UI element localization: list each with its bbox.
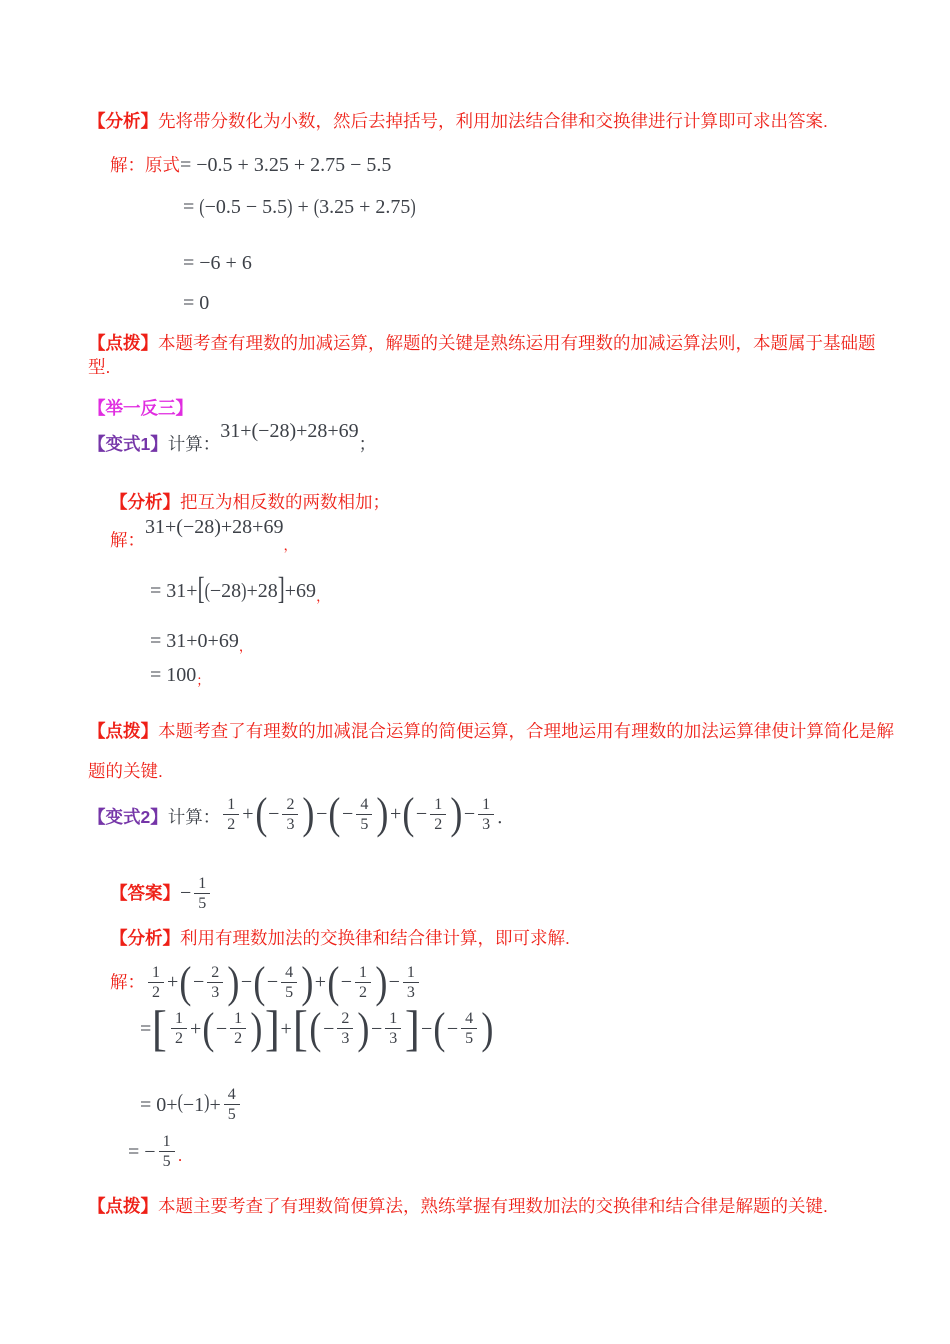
fraction (230, 1009, 246, 1048)
math-delimiter: ( (204, 579, 210, 603)
math-text: + (292, 195, 314, 218)
math-text: + (209, 1093, 221, 1116)
label-text: 计算： (167, 434, 221, 455)
math-delimiter: ( (253, 957, 266, 1007)
label-text: 【点拨】 (88, 1196, 158, 1217)
label-text: 【变式2】 (88, 807, 168, 828)
variant-2-answer (110, 874, 894, 913)
fraction-denominator: 5 (159, 1151, 175, 1171)
math-text: − (342, 803, 354, 826)
fraction-denominator: 3 (207, 982, 223, 1002)
math-delimiter: ) (375, 957, 388, 1007)
math-delimiter: ) (227, 957, 240, 1007)
label-text: 【分析】 (110, 927, 180, 948)
math-delimiter: ( (177, 1091, 183, 1115)
label-text: 【点拨】 (88, 332, 158, 353)
math-delimiter: ( (309, 1003, 322, 1053)
math-text: = 31+ (150, 579, 198, 602)
remark-2 (88, 712, 894, 792)
fraction-numerator: 4 (360, 795, 369, 813)
fraction-numerator: 2 (211, 963, 220, 981)
math-text: − (215, 1017, 228, 1040)
math-text: = −0.5 + 3.25 + 2.75 − 5.5 (180, 153, 392, 176)
label-text: 解：原式 (110, 154, 180, 175)
label-text: 【答案】 (110, 883, 180, 903)
label-text: 【分析】 (110, 492, 180, 513)
math-text: − (415, 803, 428, 826)
fraction-numerator: 4 (285, 963, 294, 981)
math-text: + (242, 803, 254, 826)
fraction (430, 795, 446, 834)
math-text: + (314, 971, 327, 994)
fraction (223, 795, 239, 834)
math-delimiter: ] (405, 1000, 421, 1057)
variant-1-step-3 (150, 628, 894, 654)
label-text: ， (316, 588, 330, 604)
fraction-numerator: 1 (227, 795, 236, 813)
math-text: + (189, 1017, 202, 1040)
math-delimiter: ) (250, 1003, 263, 1053)
label-text: 【举一反三】 (88, 398, 193, 419)
label-text: 利用有理数加法的交换律和结合律计算，即可求解. (180, 927, 570, 948)
math-text: − (420, 1017, 433, 1040)
fraction-denominator: 5 (461, 1028, 477, 1048)
fraction (385, 1009, 401, 1048)
fraction-numerator: 2 (341, 1010, 350, 1028)
fraction (356, 795, 372, 834)
fraction-numerator: 2 (286, 795, 295, 813)
fraction (281, 963, 297, 1002)
fraction-numerator: 1 (174, 1010, 183, 1028)
math-text: − (268, 803, 280, 826)
fraction-numerator: 1 (152, 963, 160, 981)
fraction (194, 874, 210, 913)
label-text: 解： (110, 972, 145, 993)
section-title-ju-yi-fan-san (88, 397, 894, 421)
math-delimiter: ( (313, 195, 320, 219)
math-delimiter: ) (241, 579, 247, 603)
math-text: − (463, 803, 476, 826)
math-text: = − (128, 1140, 156, 1163)
math-delimiter: ] (264, 1000, 280, 1057)
math-delimiter: ( (254, 789, 267, 839)
label-text: 【变式1】 (88, 434, 168, 455)
math-delimiter: ( (402, 789, 415, 839)
math-delimiter: ) (301, 957, 314, 1007)
fraction (159, 1132, 175, 1171)
fraction-denominator: 2 (355, 982, 371, 1002)
math-text: − (316, 803, 328, 826)
label-text: 计算： (167, 807, 221, 828)
math-delimiter: ( (199, 195, 205, 219)
variant-1-step-4 (150, 662, 894, 688)
label-text: 【点拨】 (88, 721, 159, 742)
variant-2-analysis (110, 927, 894, 951)
math-delimiter: ( (327, 957, 340, 1007)
math-delimiter: ( (433, 1003, 446, 1053)
math-text: 31+(−28)+28+69 (220, 420, 359, 443)
label-text: 本题考查有理数的加减运算，解题的关键是熟练运用有理数的加减运算法则，本题属于基础题型. (88, 332, 876, 377)
fraction-denominator: 2 (230, 1028, 246, 1048)
fraction (224, 1085, 240, 1124)
math-delimiter: ) (410, 195, 416, 219)
fraction-denominator: 2 (171, 1028, 187, 1048)
fraction-denominator: 2 (430, 814, 446, 834)
fraction-denominator: 2 (148, 982, 164, 1002)
fraction-numerator: 4 (465, 1010, 474, 1028)
variant-1-analysis (110, 491, 894, 515)
math-delimiter: ) (450, 789, 463, 839)
math-delimiter: ( (202, 1003, 215, 1053)
math-text: = 31+0+69 (150, 630, 239, 653)
math-text: − (371, 1017, 383, 1040)
fraction (461, 1009, 477, 1048)
label-text: ． (497, 807, 515, 828)
solution-1-step-3 (183, 250, 894, 276)
fraction-denominator: 3 (403, 982, 419, 1002)
variant-2-problem (88, 789, 894, 839)
fraction-numerator: 1 (482, 795, 491, 813)
fraction (355, 963, 371, 1002)
math-delimiter: ) (302, 789, 315, 839)
fraction-numerator: 1 (358, 963, 367, 981)
fraction-denominator: 2 (223, 814, 239, 834)
solution-1-step-2 (183, 194, 894, 220)
math-text: − (323, 1017, 335, 1040)
variant-2-step-3 (140, 1085, 894, 1124)
math-delimiter: [ (197, 570, 205, 607)
math-delimiter: [ (292, 1000, 308, 1057)
label-text: 【分析】 (88, 111, 158, 131)
remark-1 (88, 332, 894, 380)
fraction-denominator: 5 (356, 814, 372, 834)
math-text: 3.25 + 2.75 (319, 195, 411, 218)
math-delimiter: ( (328, 789, 341, 839)
fraction-denominator: 5 (194, 893, 210, 913)
fraction-numerator: 1 (406, 963, 415, 981)
label-text: . (177, 1144, 183, 1165)
fraction-numerator: 1 (198, 874, 207, 892)
fraction-numerator: 1 (389, 1010, 398, 1028)
math-delimiter: ) (287, 195, 293, 219)
solution-1-step-4 (183, 290, 894, 316)
fraction (337, 1009, 353, 1048)
fraction-numerator: 1 (234, 1010, 243, 1028)
label-text: 解： (110, 529, 145, 550)
solution-1-step-1 (110, 152, 894, 178)
variant-1-problem (88, 420, 894, 457)
variant-1-step-2 (150, 570, 894, 607)
variant-2-step-1 (110, 957, 894, 1007)
fraction-denominator: 3 (385, 1028, 401, 1048)
math-delimiter: ( (179, 957, 192, 1007)
fraction (148, 963, 164, 1002)
fraction (478, 795, 494, 834)
analysis-1 (88, 110, 894, 134)
math-text: − (266, 971, 279, 994)
fraction-numerator: 1 (162, 1133, 171, 1151)
math-text: + (280, 1017, 292, 1040)
label-text: 本题考查了有理数的加减混合运算的简便运算，合理地运用有理数的加法运算律使计算简化是解题的关键. (88, 721, 895, 782)
variant-2-step-4 (128, 1132, 894, 1171)
label-text: ， (238, 639, 253, 655)
math-text: − (240, 971, 253, 994)
math-text: = (183, 195, 200, 218)
math-text: − (388, 971, 400, 994)
label-text: ， (283, 537, 298, 553)
math-delimiter: ] (277, 570, 285, 607)
math-delimiter: [ (152, 1000, 168, 1057)
math-text: − (180, 882, 192, 905)
remark-3 (88, 1195, 894, 1219)
math-text: = 0 (183, 291, 210, 314)
math-text: = 100 (150, 664, 197, 687)
fraction (282, 795, 298, 834)
label-text: 把互为相反数的两数相加； (180, 492, 390, 513)
math-text: −1 (182, 1093, 205, 1116)
label-text: ； (358, 434, 377, 455)
fraction (171, 1009, 187, 1048)
math-text: +69 (284, 579, 317, 602)
label-text: 本题主要考查了有理数简便算法，熟练掌握有理数加法的交换律和结合律是解题的关键. (158, 1196, 828, 1217)
fraction-denominator: 3 (282, 814, 298, 834)
label-text: 先将带分数化为小数，然后去掉括号，利用加法结合律和交换律进行计算即可求出答案. (158, 111, 828, 131)
fraction (403, 963, 419, 1002)
fraction-denominator: 5 (224, 1104, 240, 1124)
math-text: = 0+ (140, 1093, 178, 1116)
fraction-denominator: 5 (281, 982, 297, 1002)
math-text: 31+(−28)+28+69 (145, 515, 284, 538)
fraction (207, 963, 223, 1002)
math-text: + (167, 971, 179, 994)
fraction-denominator: 3 (337, 1028, 353, 1048)
variant-1-step-1 (110, 515, 894, 553)
fraction-denominator: 3 (478, 814, 494, 834)
math-text: − (340, 971, 352, 994)
fraction-numerator: 4 (227, 1086, 236, 1104)
math-text: − (192, 971, 205, 994)
math-text: +28 (246, 579, 278, 602)
math-delimiter: ) (204, 1091, 210, 1115)
math-text: = (140, 1017, 152, 1040)
math-text: + (389, 803, 402, 826)
math-text: = −6 + 6 (183, 251, 252, 274)
variant-2-step-2 (140, 1000, 894, 1057)
math-delimiter: ) (376, 789, 389, 839)
math-text: −0.5 − 5.5 (204, 195, 288, 218)
math-text: −28 (209, 579, 242, 602)
math-text: − (446, 1017, 459, 1040)
math-delimiter: ) (481, 1003, 494, 1053)
label-text: ； (196, 673, 210, 689)
fraction-numerator: 1 (434, 795, 443, 813)
math-delimiter: ) (357, 1003, 370, 1053)
